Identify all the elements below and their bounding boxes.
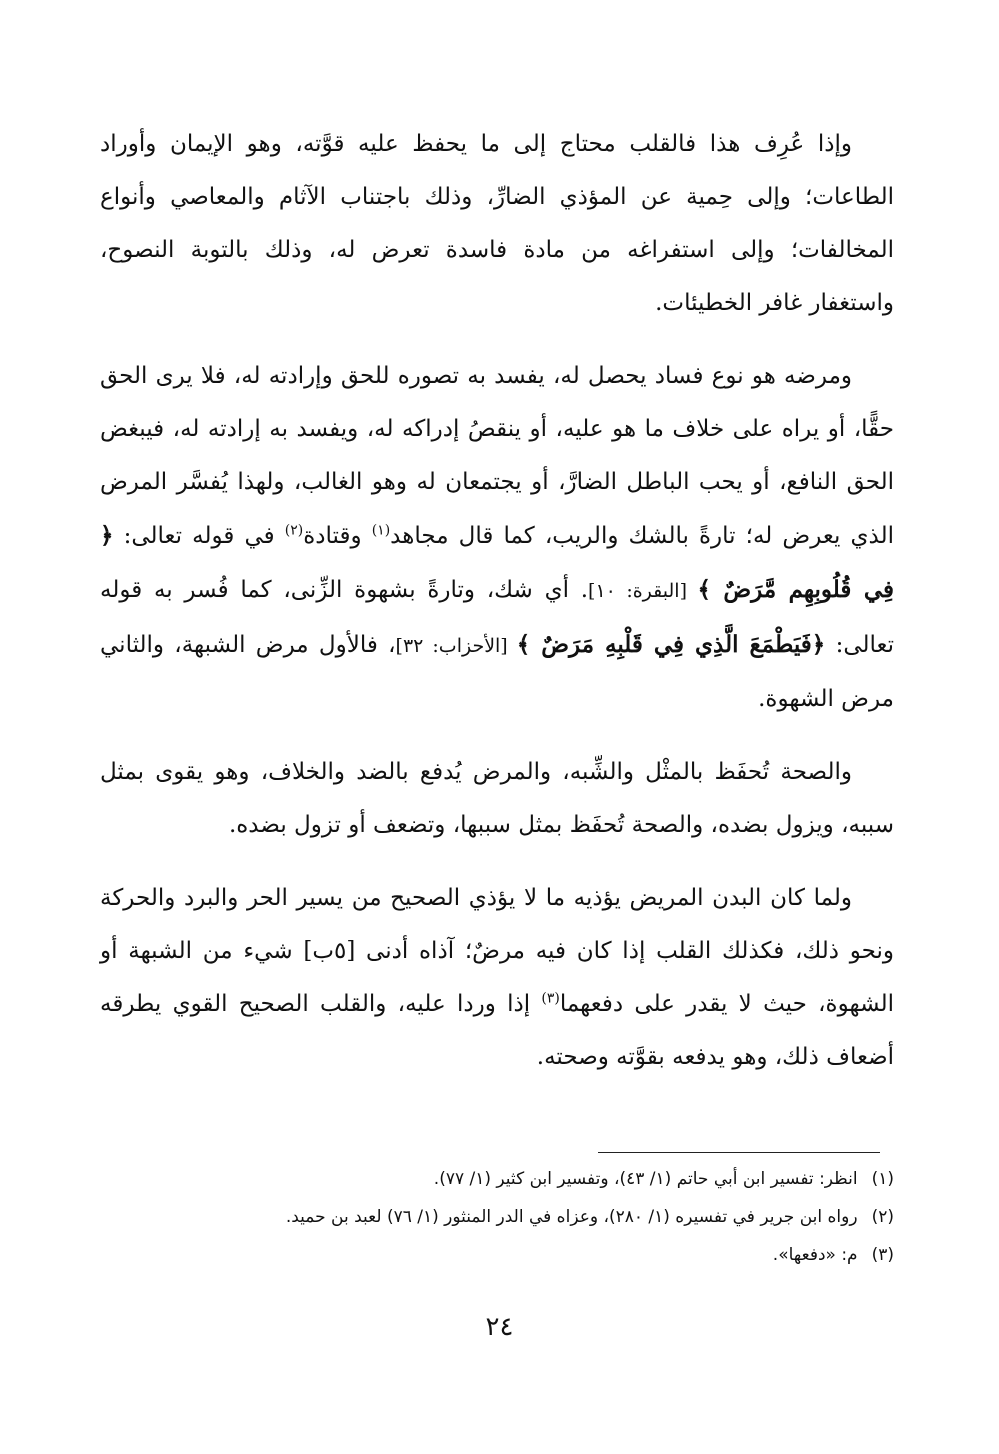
footnote-1 (100, 1160, 894, 1198)
footnote-divider (598, 1152, 880, 1153)
text-segment: وقتادة (303, 523, 372, 549)
footnote-marker-1[interactable]: (١) (371, 522, 391, 539)
footnote-marker-2[interactable]: (٢) (284, 522, 304, 539)
footnote-number: (٣) (871, 1245, 894, 1265)
footnote-2 (100, 1198, 894, 1236)
paragraph-health-preservation: والصحة تُحفَظ بالمثْل والشِّبه، والمرض يُدفع بالضد والخلاف، وهو يقوى بمثل سببه، ويزول بضده، والصحة تُحفَظ بمثل سببها، وتضعف أو تزول بضده. (100, 759, 894, 838)
text-segment: في قوله تعالى: (113, 523, 285, 549)
verse-reference-baqarah: [البقرة: ١٠] (588, 580, 698, 602)
text-segment: ، فالأول مرض الشبهة، والثاني مرض الشهوة. (100, 632, 894, 712)
quran-verse-ahzab: ﴿فَيَطْمَعَ الَّذِي فِي قَلْبِهِ مَرَضٌ ﴾ (516, 631, 826, 658)
text-segment: إذا وردا عليه، والقلب الصحيح القوي يطرقه أضعاف ذلك، وهو يدفعه بقوَّته وصحته. (100, 991, 894, 1070)
paragraph-sick-body-analogy (100, 872, 894, 1084)
footnote-3 (100, 1236, 894, 1274)
verse-reference-ahzab: [الأحزاب: ٣٢] (395, 635, 517, 657)
footnote-text: رواه ابن جرير في تفسيره (١/ ٢٨٠)، وعزاه في الدر المنثور (١/ ٧٦) لعبد بن حميد. (285, 1207, 858, 1227)
footnote-marker-3[interactable]: (٣) (541, 990, 560, 1007)
text-segment: ولما كان البدن المريض يؤذيه ما لا يؤذي الصحيح من يسير الحر والبرد والحركة ونحو ذلك، فكذلك القلب إذا كان فيه مرضٌ؛ آذاه أدنى [٥ب] شيء من الشبهة أو الشهوة، حيث لا يقدر على دفعهما (100, 885, 894, 1017)
text-segment: ومرضه هو نوع فساد يحصل له، يفسد به تصوره للحق وإرادته له، فلا يرى الحق حقًّا، أو يراه على خلاف ما هو عليه، أو ينقصُ إدراكه له، ويفسد به إرادته له، فيبغض الحق النافع، أو يحب الباطل الضارَّ، أو يجتمعان له وهو الغالب، ولهذا يُفسَّر المرض الذي يعرض له؛ تارةً بالشك والريب، كما قال مجاهد (100, 363, 894, 549)
main-text (100, 118, 894, 1104)
footnotes-section (100, 1160, 894, 1274)
footnote-text: انظر: تفسير ابن أبي حاتم (١/ ٤٣)، وتفسير ابن كثير (١/ ٧٧). (433, 1169, 858, 1189)
page-number: ٢٤ (485, 1312, 514, 1342)
text-segment: . أي شك، وتارةً بشهوة الزِّنى، كما فُسر به قوله تعالى: (100, 577, 894, 658)
footnote-number: (١) (871, 1169, 894, 1189)
quran-verse-baqarah: ﴿ فِي قُلُوبِهِم مَّرَضٌ ﴾ (100, 522, 895, 603)
footnote-number: (٢) (871, 1207, 894, 1227)
paragraph-heart-needs: وإذا عُرِف هذا فالقلب محتاج إلى ما يحفظ عليه قوَّته، وهو الإيمان وأوراد الطاعات؛ وإلى حِمية عن المؤذي الضارِّ، وذلك باجتناب الآثام والمعاصي وأنواع المخالفات؛ وإلى استفراغه من مادة فاسدة تعرض له، وذلك بالتوبة النصوح، واستغفار غافر الخطيئات. (100, 131, 894, 316)
footnote-text: م: «دفعها». (772, 1245, 858, 1265)
paragraph-heart-disease (100, 350, 894, 726)
